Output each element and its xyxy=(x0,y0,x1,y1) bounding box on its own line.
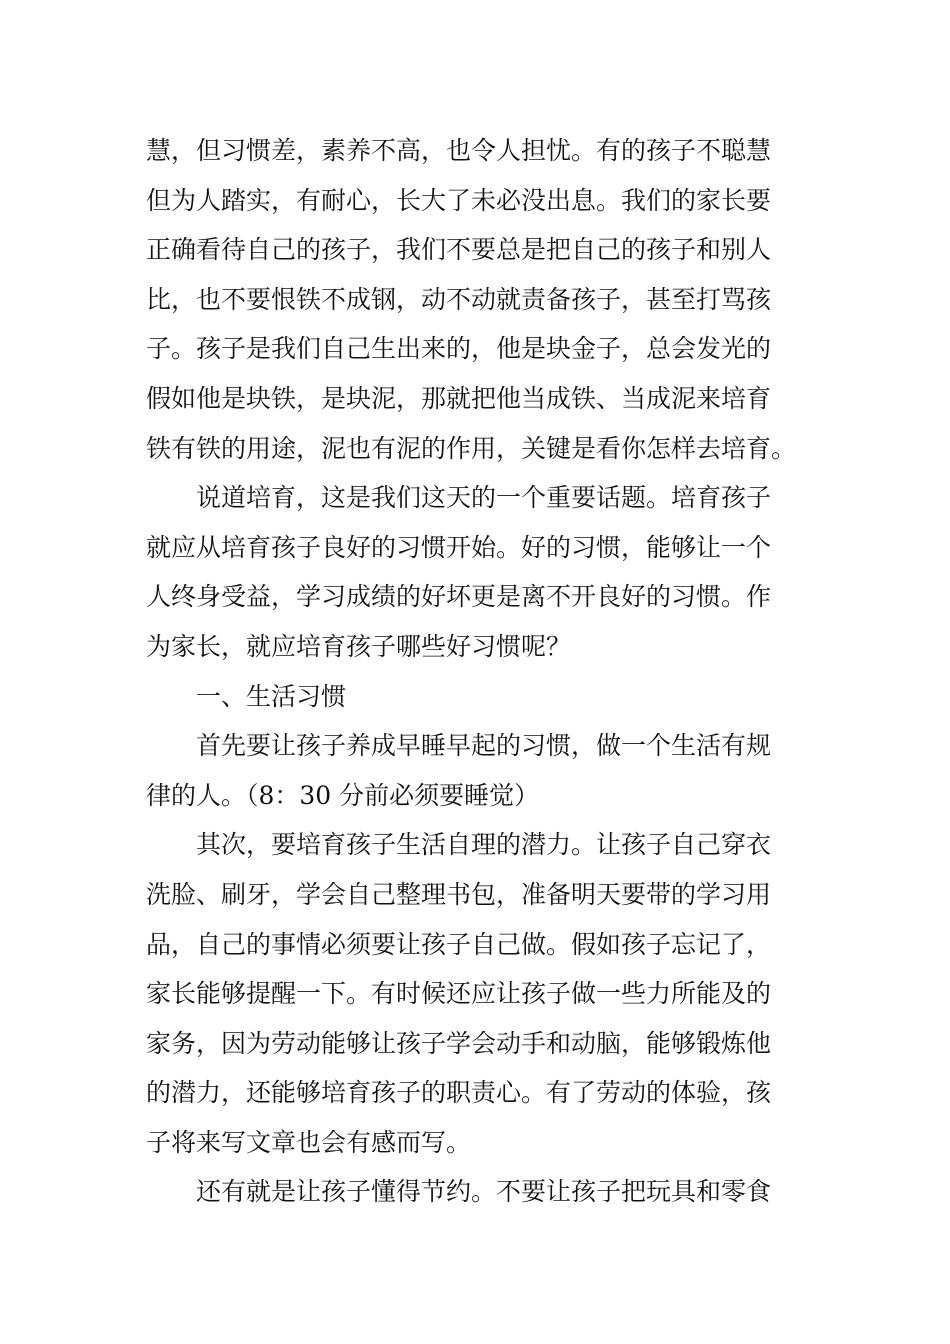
text-line: 家务，因为劳动能够让孩子学会动手和动脑，能够锻炼他 xyxy=(146,1028,772,1058)
text-line: 子将来写文章也会有感而写。 xyxy=(146,1127,472,1157)
text-line: 律的人。（8：30 分前必须要睡觉） xyxy=(146,780,540,810)
paragraph-first-line: 还有就是让孩子懂得节约。不要让孩子把玩具和零食 xyxy=(196,1177,772,1207)
paragraph-first-line: 首先要让孩子养成早睡早起的习惯，做一个生活有规 xyxy=(196,731,772,761)
text-line: 但为人踏实，有耐心，长大了未必没出息。我们的家长要 xyxy=(146,185,772,215)
paragraph-first-line: 其次，要培育孩子生活自理的潜力。让孩子自己穿衣 xyxy=(196,830,772,860)
text-line: 就应从培育孩子良好的习惯开始。好的习惯，能够让一个 xyxy=(146,532,772,562)
text-line: 比，也不要恨铁不成钢，动不动就责备孩子，甚至打骂孩 xyxy=(146,284,772,314)
document-body xyxy=(146,126,816,1217)
text-line: 人终身受益，学习成绩的好坏更是离不开良好的习惯。作 xyxy=(146,582,772,612)
text-line: 家长能够提醒一下。有时候还应让孩子做一些力所能及的 xyxy=(146,979,772,1009)
section-heading: 一、生活习惯 xyxy=(196,681,347,711)
paragraph-first-line: 说道培育，这是我们这天的一个重要话题。培育孩子 xyxy=(196,483,772,513)
text-line: 子。孩子是我们自己生出来的，他是块金子，总会发光的 xyxy=(146,334,772,364)
text-line: 品，自己的事情必须要让孩子自己做。假如孩子忘记了， xyxy=(146,929,772,959)
text-line: 洗脸、刷牙，学会自己整理书包，准备明天要带的学习用 xyxy=(146,879,772,909)
text-line: 正确看待自己的孩子，我们不要总是把自己的孩子和别人 xyxy=(146,235,772,265)
text-line: 的潜力，还能够培育孩子的职责心。有了劳动的体验，孩 xyxy=(146,1078,772,1108)
text-line: 铁有铁的用途，泥也有泥的作用，关键是看你怎样去培育。 xyxy=(146,433,797,463)
text-line: 假如他是块铁，是块泥，那就把他当成铁、当成泥来培育 xyxy=(146,383,772,413)
text-line: 慧，但习惯差，素养不高，也令人担忧。有的孩子不聪慧 xyxy=(146,136,772,165)
text-line: 为家长，就应培育孩子哪些好习惯呢？ xyxy=(146,631,572,661)
